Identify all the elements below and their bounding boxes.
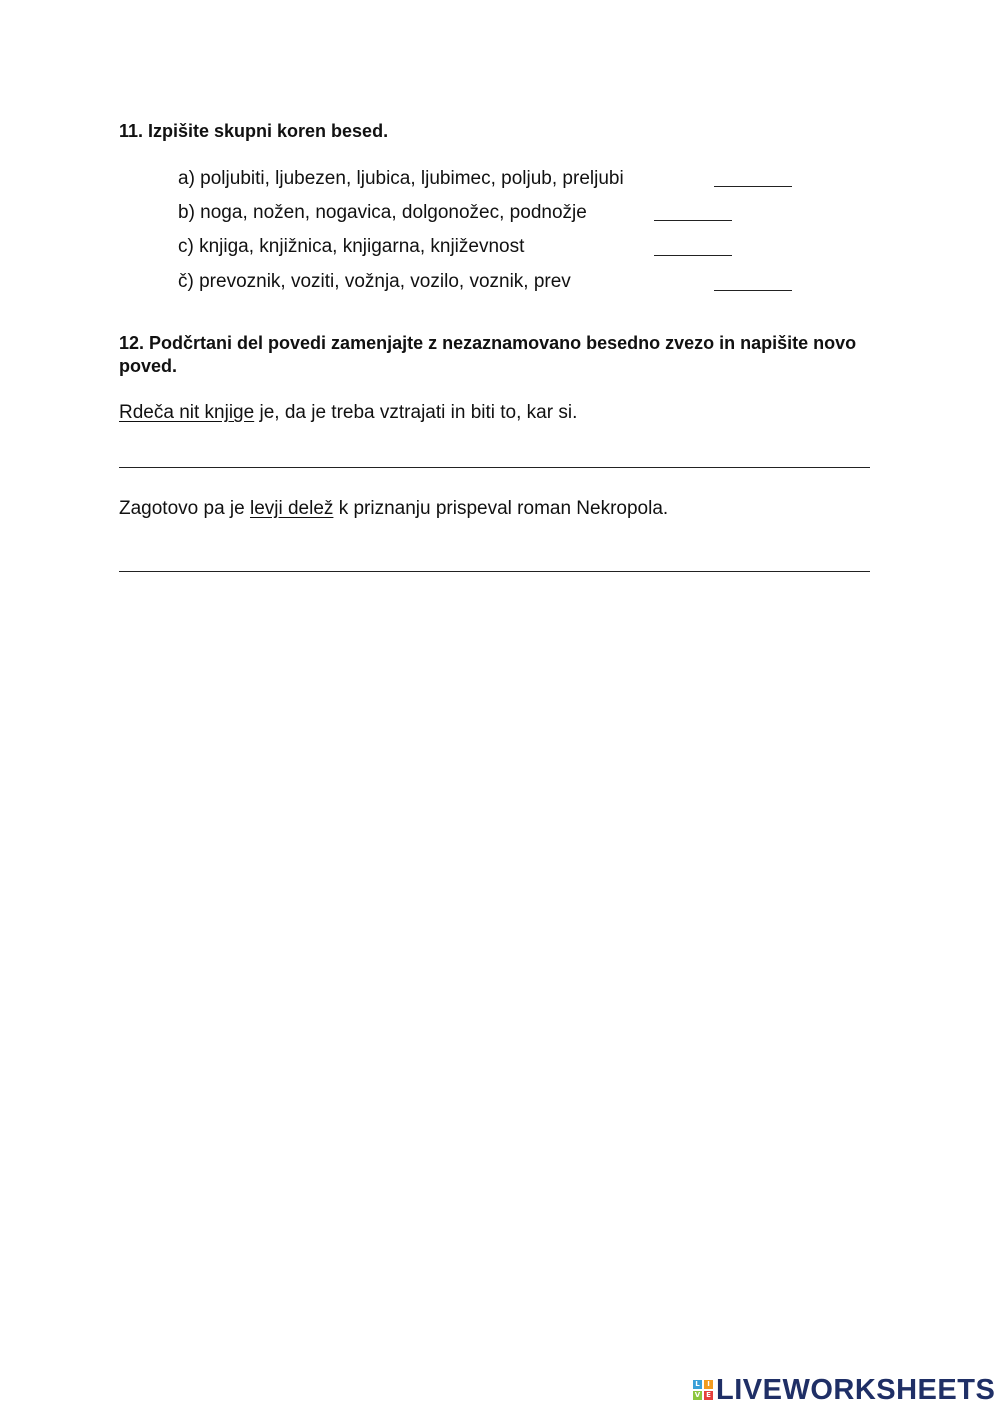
- sentence-2-before: Zagotovo pa je: [119, 498, 250, 519]
- logo-squares-icon: [693, 1380, 713, 1400]
- answer-line-2[interactable]: [119, 571, 870, 572]
- sentence-1: [119, 401, 577, 425]
- sentence-2-after: k priznanju prispeval roman Nekropola.: [333, 498, 669, 519]
- logo-square-e: E: [704, 1391, 713, 1400]
- sentence-2: [119, 497, 668, 521]
- question-11-item-c: c) knjiga, knjižnica, knjigarna, književnost: [178, 236, 525, 257]
- question-11-item-c-caron: č) prevoznik, voziti, vožnja, vozilo, voznik, prev: [178, 271, 571, 292]
- answer-blank-a[interactable]: [714, 186, 792, 187]
- question-11-number: 11.: [119, 121, 144, 141]
- answer-blank-c[interactable]: [654, 255, 732, 256]
- sentence-2-underlined: levji delež: [249, 498, 334, 519]
- logo-square-i: I: [704, 1380, 713, 1389]
- answer-line-1[interactable]: [119, 467, 870, 468]
- question-11-title: Izpišite skupni koren besed.: [148, 121, 389, 141]
- liveworksheets-logo: [693, 1374, 995, 1406]
- question-11-item-b: b) noga, nožen, nogavica, dolgonožec, podnožje: [178, 202, 587, 223]
- question-12-title: 12. Podčrtani del povedi zamenjajte z nezaznamovano besedno zvezo in napišite novo poved.: [119, 333, 857, 376]
- sentence-1-underlined: Rdeča nit knjige: [119, 402, 255, 423]
- logo-square-l: L: [693, 1380, 702, 1389]
- question-11-item-a: a) poljubiti, ljubezen, ljubica, ljubimec, poljub, preljubi: [178, 168, 624, 189]
- answer-blank-b[interactable]: [654, 220, 732, 221]
- sentence-1-rest: je, da je treba vztrajati in biti to, kar si.: [254, 402, 578, 423]
- logo-square-v: V: [694, 1391, 701, 1399]
- logo-text: LIVEWORKSHEETS: [716, 1374, 996, 1406]
- answer-blank-d[interactable]: [714, 290, 792, 291]
